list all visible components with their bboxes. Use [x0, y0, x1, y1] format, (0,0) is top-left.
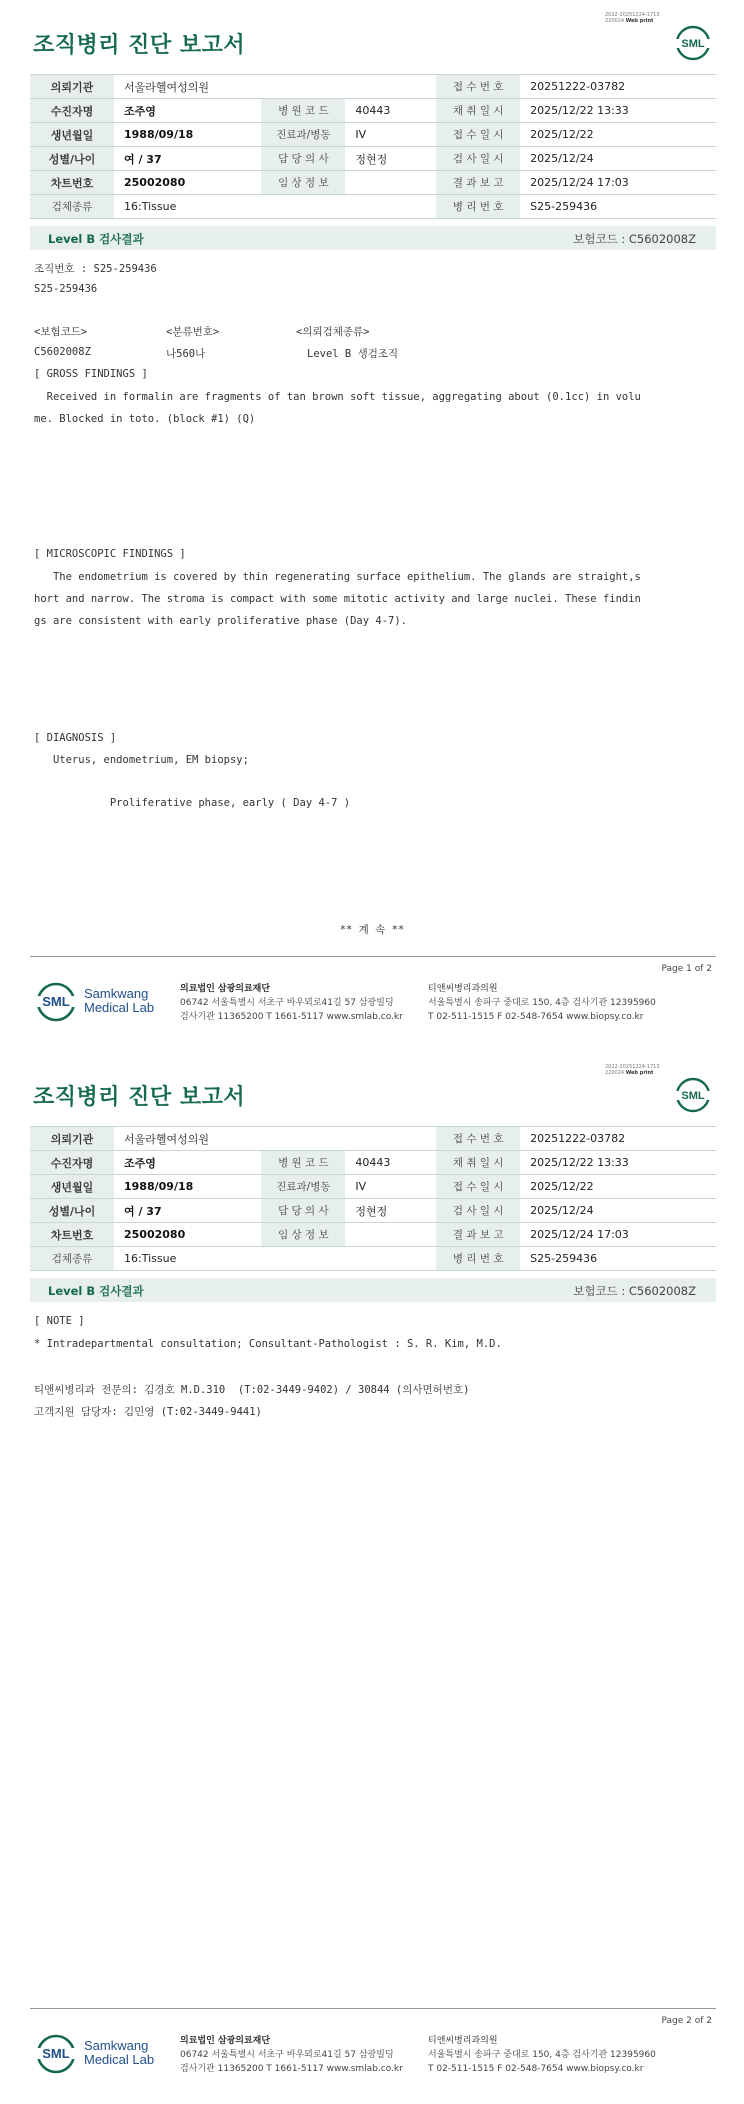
chart-value: 25002080 — [114, 171, 261, 195]
tissue-number: 조직번호 : S25-259436 — [34, 263, 157, 275]
insurance-code: 보험코드 : C5602008Z — [573, 232, 696, 246]
pathology-no-value: S25-259436 — [520, 1247, 716, 1271]
report-title: 조직병리 진단 보고서 — [33, 33, 246, 58]
clinical-value — [345, 171, 436, 195]
microscopic-findings-line: hort and narrow. The stroma is compact with some mitotic activity and large nuclei. These findin — [34, 593, 641, 605]
hospital-code-label: 병 원 코 드 — [261, 99, 345, 123]
support-contact: 고객지원 담당자: 김민영 (T:02-3449-9441) — [34, 1406, 262, 1418]
doctor-label: 담 당 의 사 — [261, 147, 345, 171]
hospital-code-value: 40443 — [345, 1151, 436, 1175]
microscopic-findings-header: [ MICROSCOPIC FINDINGS ] — [34, 548, 186, 560]
institution-value: 서울라헬여성의원 — [114, 1127, 436, 1151]
birth-label: 생년월일 — [30, 1175, 114, 1199]
svg-text:SML: SML — [681, 1090, 705, 1102]
exam-label: 검 사 일 시 — [436, 1199, 520, 1223]
collect-label: 채 취 일 시 — [436, 1151, 520, 1175]
footer-org-tnc: 티앤씨병리과의원 서울특별시 송파구 중대로 150, 4층 검사기관 12395960 T 02-511-1515 F 02-548-7654 www.biopsy.co.kr — [428, 2036, 656, 2074]
gender-value: 여 / 37 — [114, 147, 261, 171]
result-value: 2025/12/24 17:03 — [520, 171, 716, 195]
insurance-code-value: C5602008Z — [34, 346, 91, 358]
svg-text:SML: SML — [42, 994, 70, 1009]
receipt-no-value: 20251222-03782 — [520, 75, 716, 99]
clinical-value — [345, 1223, 436, 1247]
result-value: 2025/12/24 17:03 — [520, 1223, 716, 1247]
specimen-label: 검체종류 — [30, 1247, 114, 1271]
samkwang-logo: SML Samkwang Medical Lab — [36, 2032, 156, 2076]
footer-org-samkwang: 의료법인 삼광의료재단 06742 서울특별시 서초구 바우뫼로41길 57 삼광빌딩 검사기관 11365200 T 1661-5117 www.smlab.co.kr — [180, 2036, 403, 2074]
diagnosis-line: Proliferative phase, early ( Day 4-7 ) — [34, 797, 351, 809]
patient-value: 조주영 — [114, 99, 261, 123]
note-header: [ NOTE ] — [34, 1315, 85, 1327]
report-page-2 — [0, 1052, 744, 2104]
dept-label: 진료과/병동 — [261, 123, 345, 147]
result-label: 결 과 보 고 — [436, 171, 520, 195]
result-label: 결 과 보 고 — [436, 1223, 520, 1247]
footer-org-samkwang: 의료법인 삼광의료재단 06742 서울특별시 서초구 바우뫼로41길 57 삼광빌딩 검사기관 11365200 T 1661-5117 www.smlab.co.kr — [180, 984, 403, 1022]
samkwang-logo: SML Samkwang Medical Lab — [36, 980, 156, 1024]
collect-label: 채 취 일 시 — [436, 99, 520, 123]
insurance-code: 보험코드 : C5602008Z — [573, 1284, 696, 1298]
birth-value: 1988/09/18 — [114, 1175, 261, 1199]
institution-label: 의뢰기관 — [30, 75, 114, 99]
institution-value: 서울라헬여성의원 — [114, 75, 436, 99]
patient-label: 수진자명 — [30, 99, 114, 123]
report-title: 조직병리 진단 보고서 — [33, 1085, 246, 1110]
footer-org-tnc: 티앤씨병리과의원 서울특별시 송파구 중대로 150, 4층 검사기관 12395960 T 02-511-1515 F 02-548-7654 www.biopsy.co.kr — [428, 984, 656, 1022]
sml-logo-icon — [674, 1076, 712, 1114]
patient-info-table — [30, 74, 716, 219]
tissue-number-2: S25-259436 — [34, 283, 98, 295]
pathology-no-value: S25-259436 — [520, 195, 716, 219]
receipt-no-label: 접 수 번 호 — [436, 75, 520, 99]
dept-label: 진료과/병동 — [261, 1175, 345, 1199]
pathologist-contact: 티앤씨병리과 전문의: 김경호 M.D.310 (T:02-3449-9402) / 30844 (의사면허번호) — [34, 1384, 470, 1396]
receipt-date-value: 2025/12/22 — [520, 1175, 716, 1199]
print-stamp: 2022-20251224-1713 220024 Web print — [605, 12, 660, 24]
pathology-no-label: 병 리 번 호 — [436, 1247, 520, 1271]
diagnosis-header: [ DIAGNOSIS ] — [34, 732, 117, 744]
receipt-date-label: 접 수 일 시 — [436, 123, 520, 147]
specimen-type-value: Level B 생검조직 — [307, 348, 399, 360]
pathology-no-label: 병 리 번 호 — [436, 195, 520, 219]
birth-label: 생년월일 — [30, 123, 114, 147]
dept-value: IV — [345, 123, 436, 147]
insurance-code-header: <보험코드> — [34, 326, 88, 338]
gross-findings-line: me. Blocked in toto. (block #1) (Q) — [34, 413, 256, 425]
gross-findings-header: [ GROSS FINDINGS ] — [34, 368, 148, 380]
chart-label: 차트번호 — [30, 1223, 114, 1247]
specimen-value: 16:Tissue — [114, 195, 436, 219]
result-section-title: Level B 검사결과 — [48, 1284, 144, 1298]
sml-logo-icon — [674, 24, 712, 62]
hospital-code-value: 40443 — [345, 99, 436, 123]
svg-text:SML: SML — [681, 38, 705, 50]
gender-label: 성별/나이 — [30, 147, 114, 171]
receipt-no-value: 20251222-03782 — [520, 1127, 716, 1151]
specimen-type-header: <의뢰검체종류> — [296, 326, 370, 338]
diagnosis-line: Uterus, endometrium, EM biopsy; — [34, 754, 249, 766]
microscopic-findings-line: gs are consistent with early proliferative phase (Day 4-7). — [34, 615, 407, 627]
print-stamp: 2022-20251224-1713 220024 Web print — [605, 1064, 660, 1076]
doctor-value: 정현정 — [345, 147, 436, 171]
sml-logo-icon — [36, 980, 80, 1024]
footer-divider — [30, 956, 716, 957]
birth-value: 1988/09/18 — [114, 123, 261, 147]
chart-label: 차트번호 — [30, 171, 114, 195]
page-number: Page 1 of 2 — [661, 964, 712, 974]
specimen-label: 검체종류 — [30, 195, 114, 219]
institution-label: 의뢰기관 — [30, 1127, 114, 1151]
specimen-value: 16:Tissue — [114, 1247, 436, 1271]
patient-info-table — [30, 1126, 716, 1271]
dept-value: IV — [345, 1175, 436, 1199]
exam-value: 2025/12/24 — [520, 147, 716, 171]
class-number-header: <분류번호> — [166, 326, 220, 338]
clinical-label: 임 상 정 보 — [261, 1223, 345, 1247]
result-section-title: Level B 검사결과 — [48, 232, 144, 246]
collect-value: 2025/12/22 13:33 — [520, 99, 716, 123]
gender-label: 성별/나이 — [30, 1199, 114, 1223]
chart-value: 25002080 — [114, 1223, 261, 1247]
microscopic-findings-line: The endometrium is covered by thin regenerating surface epithelium. The glands are straight,s — [34, 571, 641, 583]
hospital-code-label: 병 원 코 드 — [261, 1151, 345, 1175]
continued-marker: ** 계 속 ** — [339, 924, 405, 936]
svg-text:SML: SML — [42, 2046, 70, 2061]
footer-divider — [30, 2008, 716, 2009]
receipt-date-label: 접 수 일 시 — [436, 1175, 520, 1199]
gender-value: 여 / 37 — [114, 1199, 261, 1223]
doctor-label: 담 당 의 사 — [261, 1199, 345, 1223]
exam-label: 검 사 일 시 — [436, 147, 520, 171]
receipt-date-value: 2025/12/22 — [520, 123, 716, 147]
result-section-bar — [30, 1278, 716, 1302]
note-line: * Intradepartmental consultation; Consultant-Pathologist : S. R. Kim, M.D. — [34, 1338, 502, 1350]
patient-value: 조주영 — [114, 1151, 261, 1175]
collect-value: 2025/12/22 13:33 — [520, 1151, 716, 1175]
result-section-bar — [30, 226, 716, 250]
gross-findings-line: Received in formalin are fragments of tan brown soft tissue, aggregating about (0.1cc) in volu — [34, 391, 641, 403]
receipt-no-label: 접 수 번 호 — [436, 1127, 520, 1151]
class-number-value: 나560나 — [166, 348, 206, 360]
clinical-label: 임 상 정 보 — [261, 171, 345, 195]
patient-label: 수진자명 — [30, 1151, 114, 1175]
page-number: Page 2 of 2 — [661, 2016, 712, 2026]
sml-logo-icon — [36, 2032, 80, 2076]
doctor-value: 정현정 — [345, 1199, 436, 1223]
exam-value: 2025/12/24 — [520, 1199, 716, 1223]
